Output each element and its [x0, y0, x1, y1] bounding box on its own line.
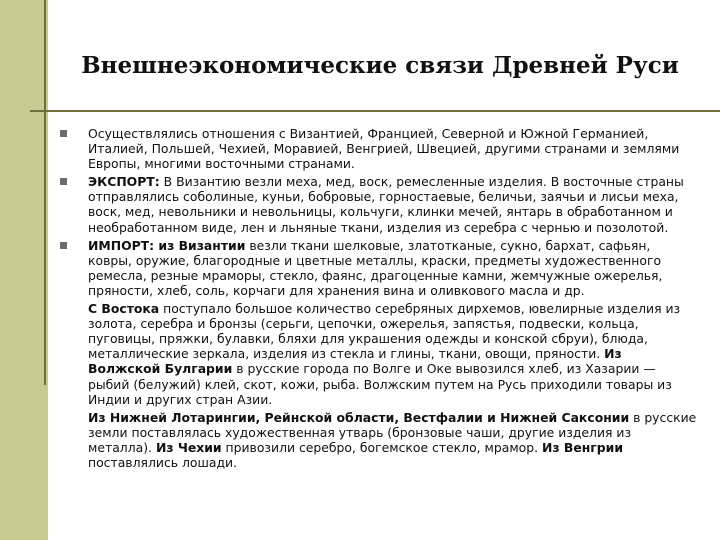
- west-text: в русские земли поставлялась художественная утварь (бронзовые чаши, другие изделия из металла).: [88, 409, 697, 455]
- bulgaria-label: Из Волжской Булгарии: [88, 346, 622, 377]
- side-decor-line: [44, 0, 46, 385]
- export-label: ЭКСПОРТ:: [88, 174, 160, 190]
- import-text: везли ткани шелковые, златотканые, сукно, бархат, сафьян, ковры, оружие, благородные и цветные металлы, краски, предметы художественного ремесла, резные мраморы, стекло, фаянс, драгоценные камни, жемчужные ожерелья, пряности, хлеб, соль, корчаги для хранения вина и оливкового масла и др.: [88, 237, 663, 298]
- west-label: Из Нижней Лотарингии, Рейнской области, Вестфалии и Нижней Саксонии: [88, 409, 630, 425]
- east-label: С Востока: [88, 301, 160, 317]
- import-label: ИМПОРТ: из Византии: [88, 237, 246, 253]
- import-west-paragraph: [88, 410, 698, 470]
- export-text: В Византию везли меха, мед, воск, ремесленные изделия. В восточные страны отправлялись соболиные, куньи, бобровые, горностаевые, беличьи, заячьи и лисьи меха, воск, мед, невольники и невольницы, кольчуги, клинки мечей, янтарь в обработанном и необработанном виде, лен и льняные ткани, изделия из серебра с чернью и позолотой.: [88, 174, 684, 235]
- title-divider: [30, 110, 720, 112]
- bullet-export: [58, 174, 698, 234]
- import-byzantium-paragraph: [88, 238, 698, 298]
- slide-title: Внешнеэкономические связи Древней Руси: [81, 52, 679, 79]
- square-bullet-icon: [60, 178, 67, 185]
- bullet-list: [58, 126, 698, 470]
- czech-text: привозили серебро, богемское стекло, мрамор.: [221, 439, 543, 455]
- bullet-relations-text: Осуществлялись отношения с Византией, Францией, Северной и Южной Германией, Италией, Польшей, Чехией, Моравией, Венгрией, Швецией, другими странами и землями Европы, многими восточными странами.: [88, 126, 680, 172]
- bulgaria-text: в русские города по Волге и Оке вывозился хлеб, из Хазарии — рыбий (белужий) клей, скот, кожи, рыба. Волжским путем на Русь приходили товары из Индии и других стран Азии.: [88, 361, 672, 407]
- bullet-relations: [58, 126, 698, 171]
- square-bullet-icon: [60, 130, 67, 137]
- hungary-text: поставлялись лошади.: [88, 454, 237, 470]
- side-decor-band: [0, 0, 48, 540]
- square-bullet-icon: [60, 242, 67, 249]
- czech-label: Из Чехии: [155, 439, 222, 455]
- bullet-import: [58, 238, 698, 470]
- hungary-label: Из Венгрии: [542, 439, 624, 455]
- east-text: поступало большое количество серебряных дирхемов, ювелирные изделия из золота, серебра и бронзы (серьги, цепочки, ожерелья, запястья, подвески, кольца, пуговицы, пряжки, булавки, бляхи для украшения одежды и конской сбруи), блюда, металлические зеркала, изделия из стекла и глины, ткани, овощи, пряности.: [88, 301, 681, 362]
- import-east-paragraph: [88, 301, 698, 407]
